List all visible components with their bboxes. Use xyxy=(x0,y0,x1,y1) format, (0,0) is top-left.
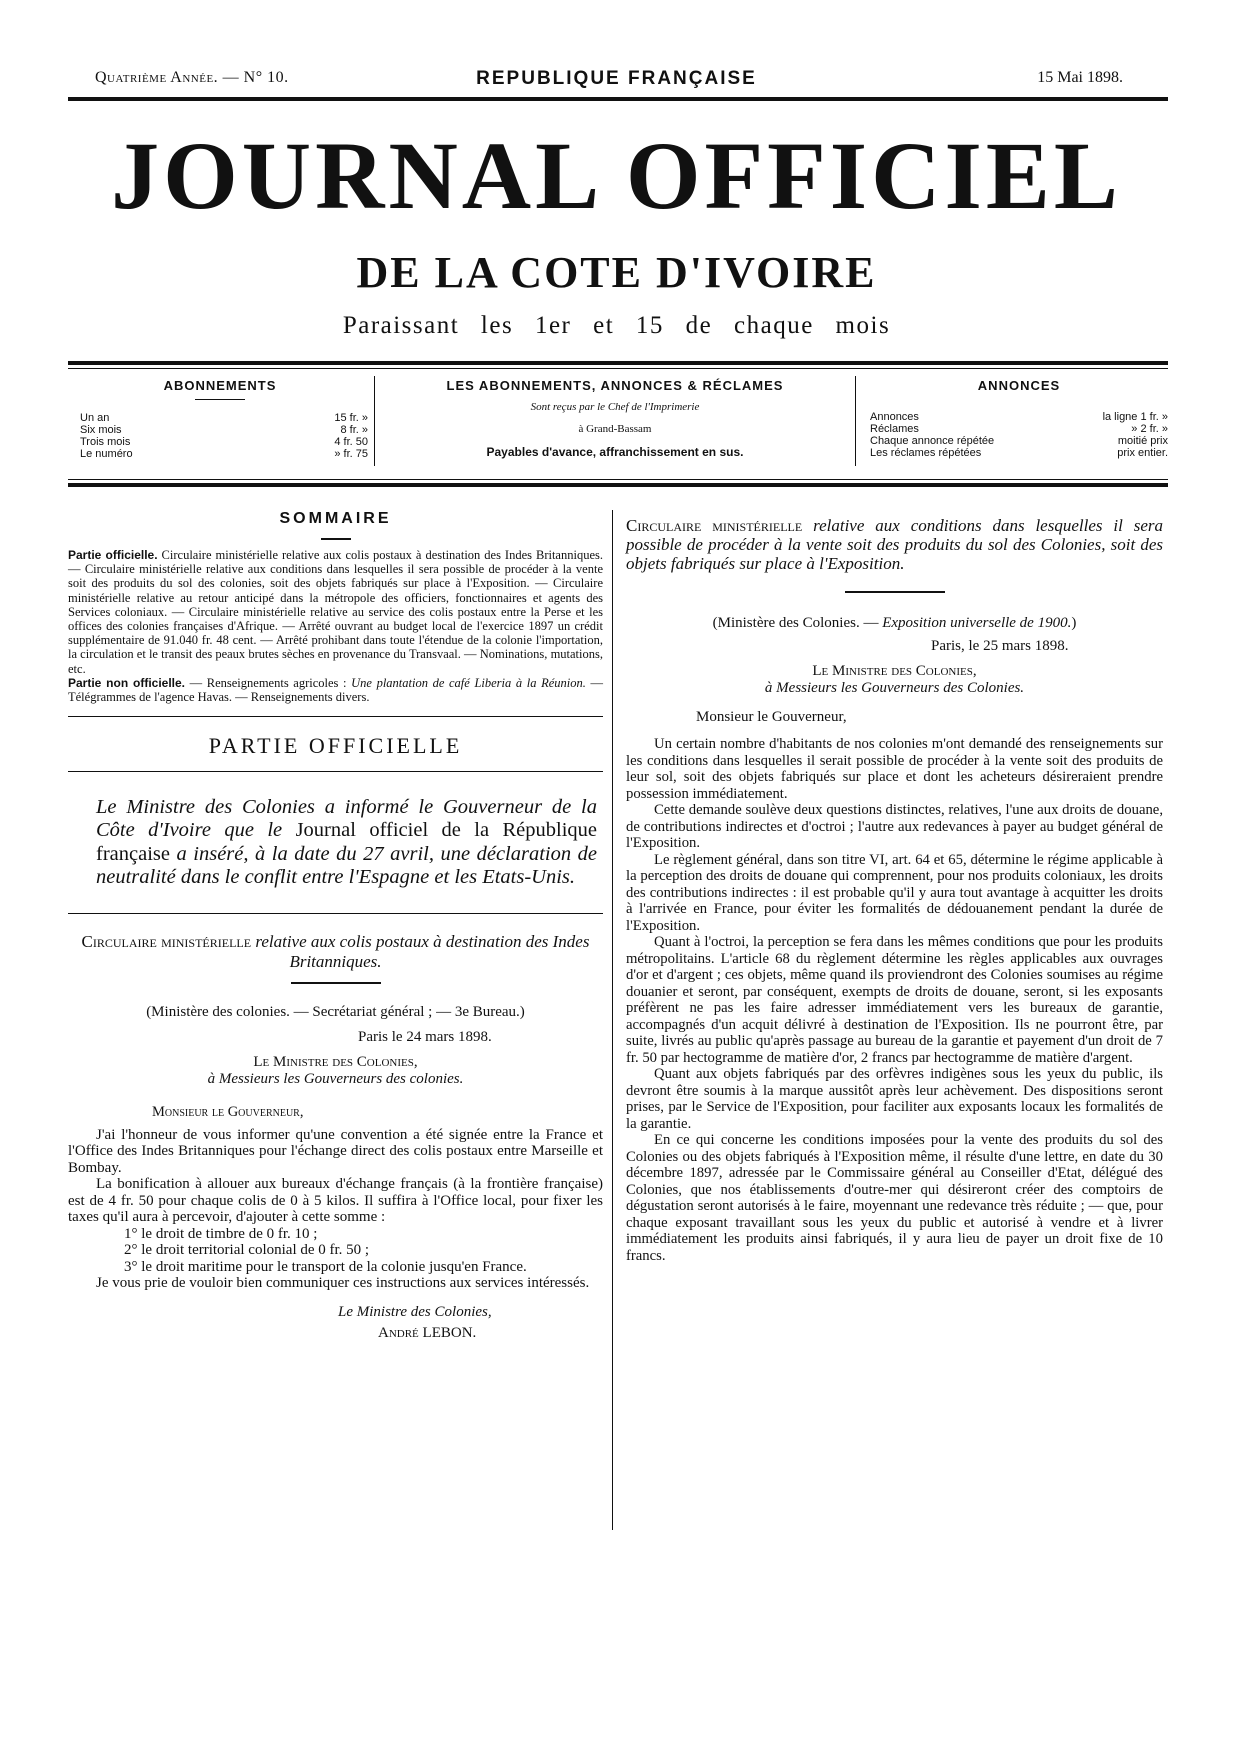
subscription-row: Le numéro » fr. 75 xyxy=(80,448,368,460)
ad-row: Chaque annonce répétée moitié prix xyxy=(870,435,1168,447)
sommaire-rule xyxy=(321,538,351,540)
circular1-date: Paris le 24 mars 1898. xyxy=(358,1028,492,1045)
panel-bottom-rule xyxy=(68,483,1168,487)
circular1-to: à Messieurs les Gouverneurs des colonies. xyxy=(207,1070,464,1087)
circular2-p2: Cette demande soulève deux questions distinctes, relatives, l'une aux droits de douane, de contributions indirectes et d'octroi ; l'autre aux redevances à payer au budget général de l'Exposition. xyxy=(626,802,1163,851)
partie-rule xyxy=(68,771,603,772)
panel-bottom-rule-thin xyxy=(68,479,1168,480)
panel-top-rule-thin xyxy=(68,368,1168,369)
circular1-salutation: Monsieur le Gouverneur, xyxy=(152,1103,304,1120)
circular1-item: 2° le droit territorial colonial de 0 fr. 50 ; xyxy=(124,1242,370,1259)
ads-list xyxy=(870,411,1168,459)
subscription-row: Trois mois 4 fr. 50 xyxy=(80,436,368,448)
circular1-rule xyxy=(291,982,381,984)
circular1-items xyxy=(68,1226,603,1276)
circular1-p1: J'ai l'honneur de vous informer qu'une convention a été signée entre la France et l'Office des Indes Britanniques pour l'échange direct des colis postaux entre Marseille et Bombay. xyxy=(68,1126,603,1176)
circular1-p2: La bonification à allouer aux bureaux d'échange français (à la frontière française) est de 4 fr. 50 pour chaque colis de 0 à 5 kilos. Il suffira à l'Office local, pour fixer les taxes qu'il aura à percevoir, d'ajouter à cette somme : xyxy=(68,1176,603,1226)
ad-row: Les réclames répétées prix entier. xyxy=(870,447,1168,459)
circular1-ministry: (Ministère des colonies. — Secrétariat général ; — 3e Bureau.) xyxy=(146,1004,525,1021)
circular2-title: Circulaire ministérielle relative aux conditions dans lesquelles il sera possible de procéder à la vente soit des produits du sol des Colonies, soit des objets fabriqués sur place à l'Exposition. xyxy=(626,516,1163,573)
issue-number: Quatrième Année. — N° 10. xyxy=(95,69,289,86)
circular2-p6: En ce qui concerne les conditions imposées pour la vente des produits du sol des Colonies ou des objets fabriqués à l'Exposition même, il résulte d'une lettre, en date du 30 décembre 1897, adressée par le Commissaire général au Conseiller d'Etat, délégué des Colonies, que nos établissements d'outre-mer qui désireront créer des comptoirs de dégustation seront autorisés à le faire, moyennant une redevance très réduite ; — que, pour chaque exposant travaillant sous les yeux du public et autorisé à vendre et à livrer immédiatement les produits ainsi fabriqués, il y aura lieu de payer un droit fixe de 10 francs. xyxy=(626,1132,1163,1264)
subscriptions-title-rule xyxy=(195,399,245,400)
subscriptions-title: ABONNEMENTS xyxy=(163,378,277,393)
top-rule xyxy=(68,97,1168,101)
ad-row: Annonces la ligne 1 fr. » xyxy=(870,411,1168,423)
panel-top-rule xyxy=(68,361,1168,365)
column-divider xyxy=(612,510,613,1530)
circular1-from: Le Ministre des Colonies, xyxy=(253,1053,418,1070)
circular2-rule xyxy=(845,591,945,593)
circular1-item: 3° le droit maritime pour le transport de la colonie jusqu'en France. xyxy=(124,1258,527,1275)
right-column xyxy=(626,516,1163,1264)
contact-title: LES ABONNEMENTS, ANNONCES & RÉCLAMES xyxy=(446,378,784,393)
circular2-salutation: Monsieur le Gouverneur, xyxy=(696,709,847,725)
circular2-from: Le Ministre des Colonies, xyxy=(812,663,977,679)
sommaire-official: Partie officielle. Circulaire ministérielle relative aux colis postaux à destination des Indes Britanniques. — Circulaire ministérielle relative aux conditions dans lesquelles il sera possible de procéder à la vente soit des produits du sol des colonies, soit des objets fabriqués sur place à l'Exposition. — Circulaire ministérielle relative au retour anticipé dans la métropole des officiers, fonctionnaires et agents des Services coloniaux. — Circulaire ministérielle relative au service des colis postaux entre la Perse et les offices des colonies françaises d'Afrique. — Arrêté ouvrant au budget local de l'exercice 1897 un crédit supplémentaire de 91.040 fr. 48 cent. — Arrêté prohibant dans toute l'étendue de la colonie l'importation, la circulation et le transit des peaux brutes sèches en provenance du Transvaal. — Nominations, mutations, etc. xyxy=(68,548,603,676)
contact-box xyxy=(380,378,850,459)
masthead-subtitle: DE LA COTE D'IVOIRE xyxy=(356,248,877,297)
subscriptions-box xyxy=(80,378,368,460)
partie-officielle-title: PARTIE OFFICIELLE xyxy=(208,733,463,759)
left-column xyxy=(68,510,603,1342)
circular2-p4: Quant à l'octroi, la perception se fera dans les mêmes conditions que pour les produits métropolitains. L'article 68 du règlement détermine les règles applicables aux ouvrages d'or et d'argent ; ces objets, même quand ils proviendront des Colonies soumises au régime douanier et seront, par conséquent, exempts de droits de douane, seront, si les exposants préfèrent ne pas les faire adresser immédiatement vers les bureaux de garantie, accompagnés d'un acquit délivré à destination de l'Exposition. Ils ne pourront être, par suite, livrés au public qu'après passage au bureau de la garantie et payement d'un droit de 7 fr. 50 par hectogramme de matière d'or, 2 francs par hectogramme de matière d'argent. xyxy=(626,934,1163,1066)
notice-rule xyxy=(68,913,603,914)
periodicity-line xyxy=(0,312,1233,340)
circular2-p3: Le règlement général, dans son titre VI, art. 64 et 65, détermine le régime applicable à la perception des droits de douane qui comprennent, pour nos produits coloniaux, les droits des contributions indirectes : il est probable qu'il y aura tout avantage à acquitter les droits à l'arrivée en France, pour éviter les formalités de dédouanement pendant la durée de l'Exposition. xyxy=(626,851,1163,934)
republic-banner: REPUBLIQUE FRANÇAISE xyxy=(476,68,757,89)
subscriptions-list xyxy=(80,412,368,460)
circular1-item: 1° le droit de timbre de 0 fr. 10 ; xyxy=(124,1225,318,1242)
circular1-sign-title: Le Ministre des Colonies, xyxy=(338,1303,492,1320)
ad-row: Réclames » 2 fr. » xyxy=(870,423,1168,435)
circular2-ministry: (Ministère des Colonies. — Exposition universelle de 1900.) xyxy=(712,615,1077,631)
ads-box xyxy=(870,378,1168,459)
subscription-row: Un an 15 fr. » xyxy=(80,412,368,424)
masthead-title: JOURNAL OFFICIEL xyxy=(111,122,1122,229)
subscription-row: Six mois 8 fr. » xyxy=(80,424,368,436)
panel-divider-right xyxy=(855,376,856,466)
panel-divider-left xyxy=(374,376,375,466)
circular1-title: Circulaire ministérielle relative aux colis postaux à destination des Indes Britanniques. xyxy=(81,932,590,972)
circular1-sign-name: André LEBON. xyxy=(378,1324,477,1341)
circular2-date: Paris, le 25 mars 1898. xyxy=(931,638,1069,654)
contact-line3: Payables d'avance, affranchissement en sus. xyxy=(486,445,744,459)
sommaire-title: SOMMAIRE xyxy=(279,510,392,527)
contact-line1: Sont reçus par le Chef de l'Imprimerie xyxy=(530,401,700,413)
sommaire-nonofficial: Partie non officielle. — Renseignements agricoles : Une plantation de café Liberia à la Réunion. — Télégrammes de l'agence Havas. — Renseignements divers. xyxy=(68,675,603,705)
circular2-p5: Quant aux objets fabriqués par des orfèvres indigènes sous les yeux du public, ils devront être soumis à la marque aussitôt après leur achèvement. Des dispositions seront prises, par le Service de l'Exposition, pour faciliter aux exposants locaux les formalités de la garantie. xyxy=(626,1066,1163,1132)
circular2-p1: Un certain nombre d'habitants de nos colonies m'ont demandé des renseignements sur les conditions dans lesquelles il serait possible de procéder à la vente soit des produits de leur sol, soit des objets fabriqués sur place et dont les acheteurs désireraient prendre possession immédiatement. xyxy=(626,736,1163,802)
neutrality-notice: Le Ministre des Colonies a informé le Gouverneur de la Côte d'Ivoire que le Journal officiel de la République française a inséré, à la date du 27 avril, une déclaration de neutralité dans le conflit entre l'Espagne et les Etats-Unis. xyxy=(96,796,598,888)
ads-title: ANNONCES xyxy=(977,378,1061,393)
circular1-p3: Je vous prie de vouloir bien communiquer ces instructions aux services intéressés. xyxy=(96,1275,590,1292)
periodicity-text: Paraissant les 1er et 15 de chaque mois xyxy=(342,312,891,339)
sommaire-end-rule xyxy=(68,716,603,717)
contact-line2: à Grand-Bassam xyxy=(578,423,652,435)
circular2-to: à Messieurs les Gouverneurs des Colonies. xyxy=(764,680,1025,696)
issue-date: 15 Mai 1898. xyxy=(1037,69,1123,86)
